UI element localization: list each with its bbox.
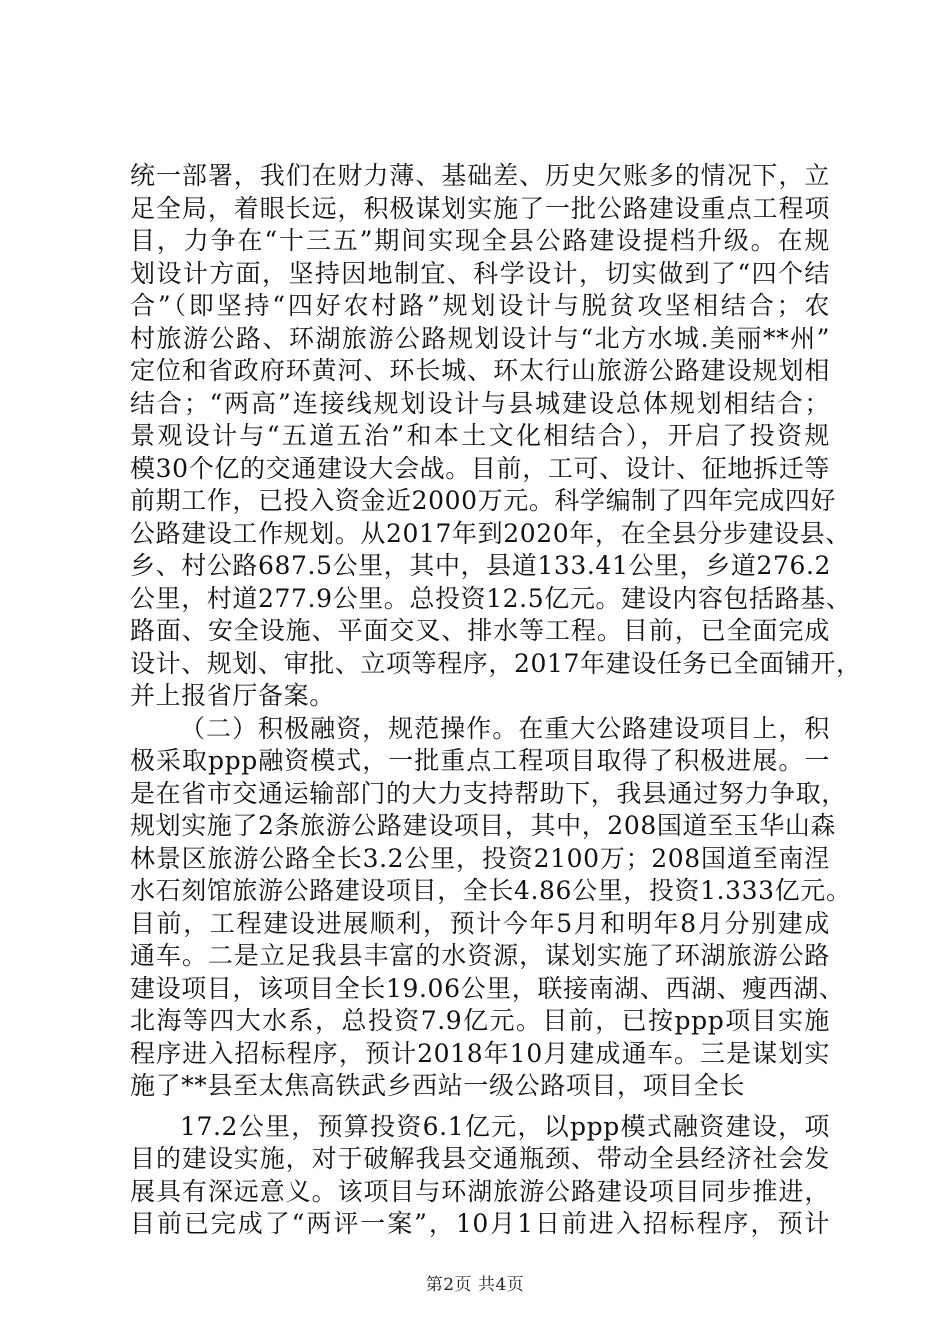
text-line: 展具有深远意义。该项目与环湖旅游公路建设项目同步推进，	[130, 1176, 830, 1206]
text-line: 是在省市交通运输部门的大力支持帮助下，我县通过努力争取，	[130, 778, 847, 808]
text-line: 合”（即坚持“四好农村路”规划设计与脱贫攻坚相结合；农	[130, 291, 830, 320]
text-line: 前期工作，已投入资金近2000万元。科学编制了四年完成四好	[130, 486, 837, 515]
text-line: 划设计方面，坚持因地制宜、科学设计，切实做到了“四个结	[130, 258, 830, 288]
text-line: 模30个亿的交通建设大会战。目前，工可、设计、征地拆迁等	[130, 453, 830, 483]
text-line: 17.2公里，预算投资6.1亿元，以ppp模式融资建设，项	[180, 1111, 830, 1141]
text-line: 林景区旅游公路全长3.2公里，投资2100万；208国道至南涅	[130, 843, 830, 873]
text-line: 村旅游公路、环湖旅游公路规划设计与“北方水城.美丽**州”	[130, 323, 830, 353]
section-heading-line: （二）积极融资，规范操作。在重大公路建设项目上，积	[180, 713, 830, 743]
text-line: 足全局，着眼长远，积极谋划实施了一批公路建设重点工程项	[130, 193, 830, 223]
text-line: 目前，工程建设进展顺利，预计今年5月和明年8月分别建成	[130, 908, 830, 938]
text-line: 定位和省政府环黄河、环长城、环太行山旅游公路建设规划相	[130, 356, 830, 385]
text-line: 景观设计与“五道五治”和本土文化相结合），开启了投资规	[130, 421, 830, 450]
text-line: 并上报省厅备案。	[130, 681, 335, 710]
text-line: 目的建设实施，对于破解我县交通瓶颈、带动全县经济社会发	[130, 1144, 830, 1173]
text-line: 通车。二是立足我县丰富的水资源，谋划实施了环湖旅游公路	[130, 941, 830, 970]
text-line: 北海等四大水系，总投资7.9亿元。目前，已按ppp项目实施	[130, 1006, 830, 1035]
text-line: 极采取ppp融资模式，一批重点工程项目取得了积极进展。一	[130, 746, 830, 775]
page-number-footer: 第2页 共4页	[425, 1275, 525, 1295]
body-text	[130, 160, 862, 1241]
text-line: 水石刻馆旅游公路建设项目，全长4.86公里，投资1.333亿元。	[130, 876, 852, 905]
text-line: 规划实施了2条旅游公路建设项目，其中，208国道至玉华山森	[130, 811, 837, 840]
text-line: 目前已完成了“两评一案”，10月1日前进入招标程序，预计	[130, 1209, 830, 1238]
text-line: 路面、安全设施、平面交叉、排水等工程。目前，已全面完成	[130, 616, 830, 645]
text-line: 公路建设工作规划。从2017年到2020年，在全县分步建设县、	[130, 518, 851, 548]
text-line: 统一部署，我们在财力薄、基础差、历史欠账多的情况下，立	[130, 161, 830, 190]
text-line: 设计、规划、审批、立项等程序，2017年建设任务已全面铺开，	[130, 648, 862, 678]
text-line: 施了**县至太焦高铁武乡西站一级公路项目，项目全长	[130, 1071, 746, 1100]
text-line: 建设项目，该项目全长19.06公里，联接南湖、西湖、瘦西湖、	[130, 973, 845, 1003]
text-line: 目，力争在“十三五”期间实现全县公路建设提档升级。在规	[130, 226, 830, 255]
text-line: 结合；“两高”连接线规划设计与县城建设总体规划相结合；	[130, 388, 830, 418]
text-line: 乡、村公路687.5公里，其中，县道133.41公里，乡道276.2	[130, 551, 832, 580]
text-line: 程序进入招标程序，预计2018年10月建成通车。三是谋划实	[130, 1038, 830, 1068]
paragraph-gap	[130, 1103, 830, 1111]
text-line: 公里，村道277.9公里。总投资12.5亿元。建设内容包括路基、	[130, 583, 852, 613]
